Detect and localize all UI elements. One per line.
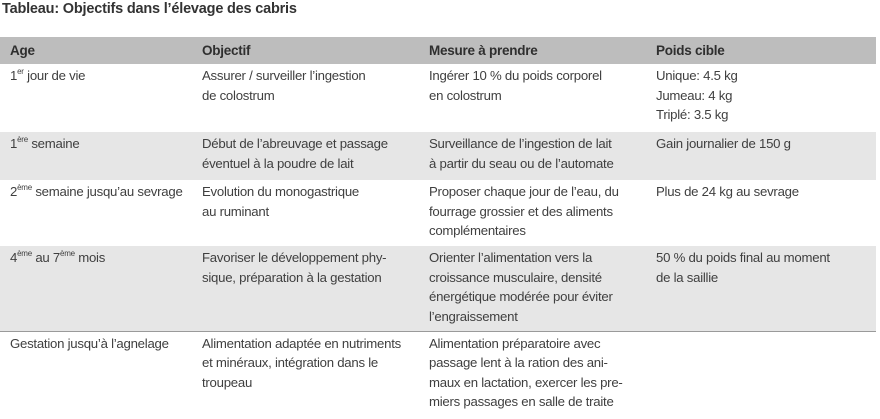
- cell-poids: 50 % du poids final au moment de la saillie: [646, 246, 876, 331]
- cell-objectif: Assurer / surveiller l’ingestion de colostrum: [202, 68, 366, 103]
- cell-poids: [646, 331, 876, 414]
- table-row: [0, 180, 876, 246]
- goals-table: [0, 37, 876, 414]
- header-mesure: Mesure à prendre: [419, 37, 646, 64]
- table-title: Tableau: Objectifs dans l’élevage des cabris: [2, 1, 297, 17]
- cell-objectif: Evolution du monogastrique au ruminant: [202, 184, 359, 219]
- cell-mesure: Ingérer 10 % du poids corporel en colostrum: [429, 68, 602, 103]
- cell-objectif: Favoriser le développement phy- sique, préparation à la gestation: [192, 246, 419, 331]
- cell-age: 4ème au 7ème mois: [0, 246, 192, 331]
- cell-mesure: Proposer chaque jour de l’eau, du fourrage grossier et des aliments complémentaires: [429, 184, 619, 238]
- header-objectif: Objectif: [192, 37, 419, 64]
- header-row: [0, 37, 876, 64]
- cell-objectif: Début de l’abreuvage et passage éventuel à la poudre de lait: [192, 132, 419, 180]
- cell-age: 1er jour de vie: [10, 66, 86, 83]
- cell-age: 1ère semaine: [0, 132, 192, 180]
- cell-mesure: Alimentation préparatoire avec passage lent à la ration des ani- maux en lactation, exercer les pre- miers passages en salle de traite: [419, 331, 646, 414]
- cell-objectif: Alimentation adaptée en nutriments et minéraux, intégration dans le troupeau: [192, 331, 419, 414]
- header-age: Age: [0, 37, 192, 64]
- header-poids: Poids cible: [646, 37, 876, 64]
- cell-mesure: Surveillance de l’ingestion de lait à partir du seau ou de l’automate: [419, 132, 646, 180]
- cell-poids: Plus de 24 kg au sevrage: [656, 184, 799, 199]
- table-row: [0, 246, 876, 331]
- table-row: [0, 64, 876, 132]
- table-row: [0, 331, 876, 414]
- cell-poids: Gain journalier de 150 g: [646, 132, 876, 180]
- cell-age: 2ème semaine jusqu’au sevrage: [10, 182, 183, 199]
- cell-age: Gestation jusqu’à l’agnelage: [0, 331, 192, 414]
- cell-mesure: Orienter l’alimentation vers la croissance musculaire, densité énergétique modérée pour éviter l’engraissement: [419, 246, 646, 331]
- cell-poids: Unique: 4.5 kg Jumeau: 4 kg Triplé: 3.5 kg: [656, 68, 738, 122]
- table-row: [0, 132, 876, 180]
